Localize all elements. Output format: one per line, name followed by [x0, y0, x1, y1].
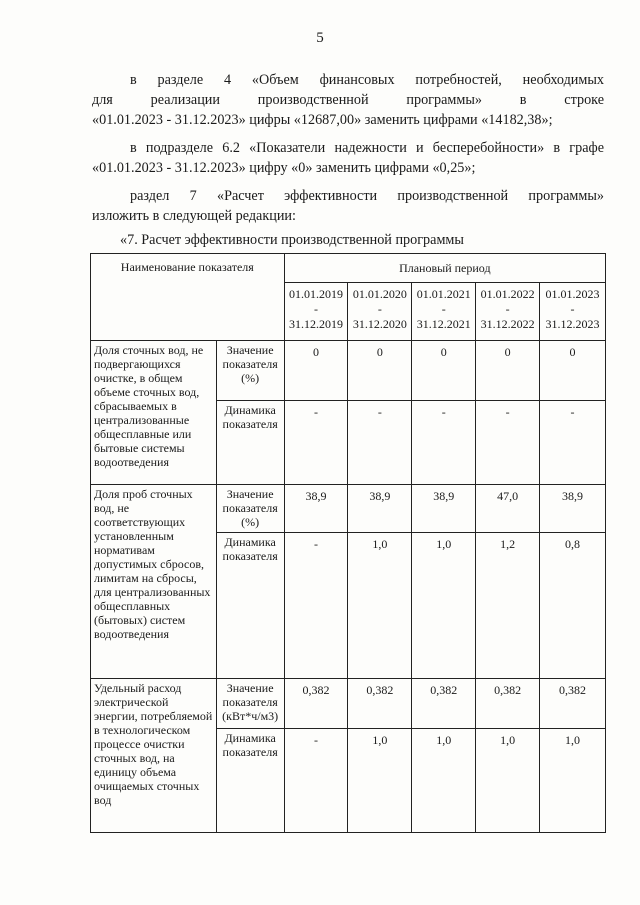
indicator-2-row-1 — [91, 485, 606, 533]
period-start: 01.01.2022 — [480, 287, 535, 302]
value-cell: 0,382 — [348, 679, 412, 729]
period-header-3 — [412, 283, 476, 341]
paragraph-3-line-2: изложить в следующей редакции: — [92, 208, 296, 224]
value-cell: 0,382 — [412, 679, 476, 729]
period-header-5 — [540, 283, 606, 341]
value-cell: 0,382 — [540, 679, 606, 729]
value-cell: 0 — [348, 341, 412, 401]
value-cell: - — [284, 401, 348, 485]
period-start: 01.01.2020 — [352, 287, 407, 302]
value-cell: 1,0 — [348, 533, 412, 679]
value-cell: - — [476, 401, 540, 485]
period-start: 01.01.2023 — [545, 287, 600, 302]
period-end: 31.12.2023 — [545, 317, 600, 332]
value-cell: 0,382 — [476, 679, 540, 729]
indicator-sub-label: Значение показателя (%) — [216, 485, 284, 533]
paragraph-3-line-1: раздел 7 «Расчет эффективности производственной программы» — [130, 188, 604, 204]
body-text — [92, 70, 604, 250]
period-dash: - — [314, 302, 319, 317]
value-cell: 38,9 — [412, 485, 476, 533]
indicator-1-row-1 — [91, 341, 606, 401]
indicator-sub-label: Динамика показателя — [216, 401, 284, 485]
paragraph-1-line-3: «01.01.2023 - 31.12.2023» цифры «12687,00» заменить цифрами «14182,38»; — [92, 112, 553, 128]
efficiency-table — [90, 253, 606, 833]
period-start: 01.01.2021 — [416, 287, 471, 302]
value-cell: 1,0 — [412, 729, 476, 833]
value-cell: 0 — [412, 341, 476, 401]
indicator-name: Доля сточных вод, не подвергающихся очистке, в общем объеме сточных вод, сбрасываемых в централизованные общесплавные или бытовые системы водоотведения — [91, 341, 217, 485]
period-end: 31.12.2019 — [289, 317, 344, 332]
header-planning-period: Плановый период — [284, 254, 605, 283]
indicator-sub-label: Значение показателя (кВт*ч/м3) — [216, 679, 284, 729]
period-dash: - — [377, 302, 382, 317]
period-header-2 — [348, 283, 412, 341]
indicator-sub-label: Динамика показателя — [216, 729, 284, 833]
paragraph-1-line-2: для реализации производственной программы» в строке — [92, 92, 604, 108]
value-cell: - — [284, 533, 348, 679]
period-dash: - — [505, 302, 510, 317]
value-cell: 0 — [540, 341, 606, 401]
value-cell: 0 — [476, 341, 540, 401]
value-cell: 0,382 — [284, 679, 348, 729]
indicator-name: Доля проб сточных вод, не соответствующих установленным нормативам допустимых сбросов, лимитам на сбросы, для централизованных общесплавных (бытовых) систем водоотведения — [91, 485, 217, 679]
period-end: 31.12.2020 — [352, 317, 407, 332]
value-cell: 1,0 — [348, 729, 412, 833]
period-end: 31.12.2022 — [480, 317, 535, 332]
value-cell: 38,9 — [284, 485, 348, 533]
value-cell: - — [348, 401, 412, 485]
value-cell: 1,2 — [476, 533, 540, 679]
section-heading: «7. Расчет эффективности производственной программы — [120, 232, 464, 248]
value-cell: 0 — [284, 341, 348, 401]
paragraph-2-line-1: в подразделе 6.2 «Показатели надежности и бесперебойности» в графе — [130, 140, 604, 156]
page-number: 5 — [316, 30, 324, 46]
value-cell: 47,0 — [476, 485, 540, 533]
value-cell: 1,0 — [476, 729, 540, 833]
period-dash: - — [570, 302, 575, 317]
paragraph-2-line-2: «01.01.2023 - 31.12.2023» цифру «0» заменить цифрами «0,25»; — [92, 160, 476, 176]
value-cell: 1,0 — [540, 729, 606, 833]
value-cell: 1,0 — [412, 533, 476, 679]
period-dash: - — [441, 302, 446, 317]
value-cell: - — [284, 729, 348, 833]
period-start: 01.01.2019 — [289, 287, 344, 302]
indicator-sub-label: Динамика показателя — [216, 533, 284, 679]
indicator-3-row-1 — [91, 679, 606, 729]
period-end: 31.12.2021 — [416, 317, 471, 332]
period-header-1 — [284, 283, 348, 341]
indicator-sub-label: Значение показателя (%) — [216, 341, 284, 401]
value-cell: 38,9 — [348, 485, 412, 533]
value-cell: 0,8 — [540, 533, 606, 679]
value-cell: - — [540, 401, 606, 485]
indicator-name: Удельный расход электрической энергии, потребляемой в технологическом процессе очистки сточных вод, на единицу объема очищаемых сточных вод — [91, 679, 217, 833]
value-cell: - — [412, 401, 476, 485]
paragraph-1-line-1: в разделе 4 «Объем финансовых потребностей, необходимых — [130, 72, 604, 88]
period-header-4 — [476, 283, 540, 341]
header-indicator-name: Наименование показателя — [91, 254, 285, 341]
value-cell: 38,9 — [540, 485, 606, 533]
